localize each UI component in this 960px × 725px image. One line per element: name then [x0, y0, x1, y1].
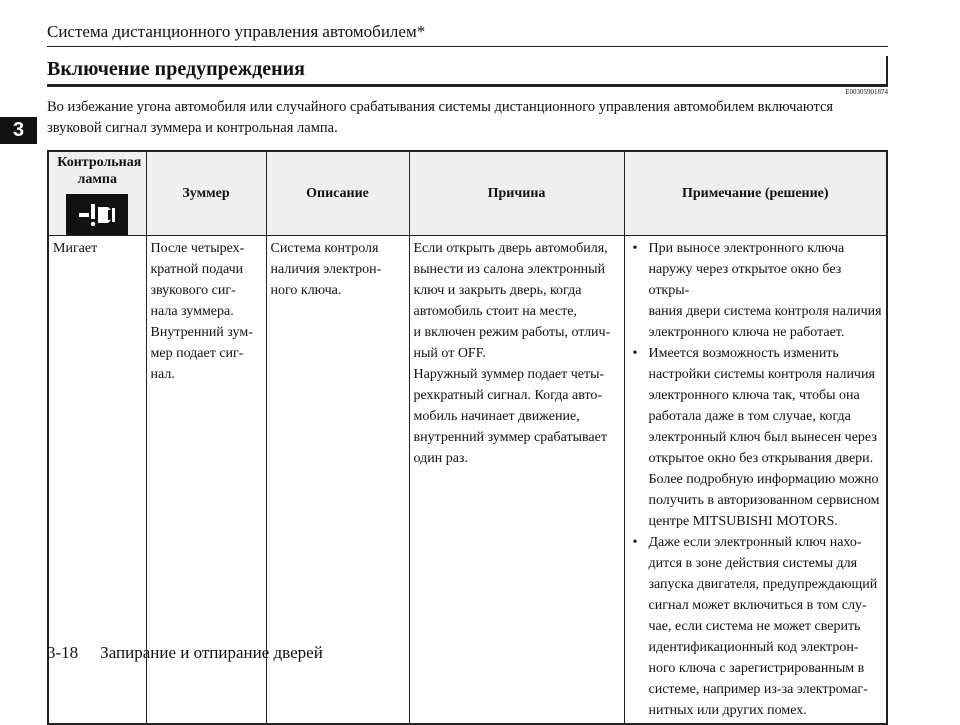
table-header-row — [48, 151, 887, 236]
cell-buzzer: После четырех- кратной подачи звукового сиг- нала зуммера. Внутренний зум- мер подает сиг- нал. — [146, 236, 266, 725]
cell-lamp: Мигает — [48, 236, 146, 725]
intro-paragraph: Во избежание угона автомобиля или случайного срабатывания системы дистанционного управления автомобилем включаются звуковой сигнал зуммера и контрольная лампа. — [47, 99, 834, 136]
cell-notes — [624, 236, 887, 725]
header-buzzer: Зуммер — [146, 151, 266, 236]
cell-description: Система контроля наличия электрон- ного ключа. — [266, 236, 409, 725]
document-code: E00305901874 — [845, 88, 888, 96]
cell-cause: Если открыть дверь автомобиля, вынести из салона электронный ключ и закрыть дверь, когда автомобиль стоит на месте, и включен режим работы, отлич- ный от OFF. Наружный зуммер подает четы- рехкратный сигнал. Когда авто- мобиль начинает движение, внутренний зуммер срабатывает один раз. — [409, 236, 624, 725]
header-description: Описание — [266, 151, 409, 236]
section-title: Включение предупреждения — [47, 58, 305, 80]
warning-table — [47, 150, 888, 725]
note-item: • Имеется возможность изменить настройки системы контроля наличия электронного ключа так, чтобы она работала даже в том случае, когда электронный ключ был вынесен через открытое окно без открывания двери. Более подробную информацию можно получить в авторизованном сервисном центре MITSUBISHI MOTORS. — [629, 343, 883, 532]
header-notes: Примечание (решение) — [624, 151, 887, 236]
notes-list — [629, 238, 883, 721]
running-header: Система дистанционного управления автомобилем* — [47, 22, 426, 41]
page-number: 3-18 — [47, 643, 79, 662]
header-divider — [47, 46, 888, 47]
header-cause: Причина — [409, 151, 624, 236]
note-item: • При выносе электронного ключа наружу через открытое окно без откры- вания двери система контроля наличия электронного ключа не работает. — [629, 238, 883, 343]
chapter-name: Запирание и отпирание дверей — [100, 643, 323, 662]
header-lamp — [48, 151, 146, 236]
key-warning-lamp-icon — [66, 194, 128, 235]
header-lamp-label: Контрольная лампа — [57, 155, 142, 187]
section-title-box — [47, 56, 888, 87]
chapter-tab: 3 — [0, 117, 37, 144]
page-footer — [47, 643, 345, 663]
note-item: • Даже если электронный ключ нахо- дится в зоне действия системы для запуска двигателя, предупреждающий сигнал может включиться в том слу- чае, если система не может сверить идентификационный код электрон- ного ключа с зарегистрированным в системе, например из-за электромаг- нитных или других помех. — [629, 532, 883, 721]
